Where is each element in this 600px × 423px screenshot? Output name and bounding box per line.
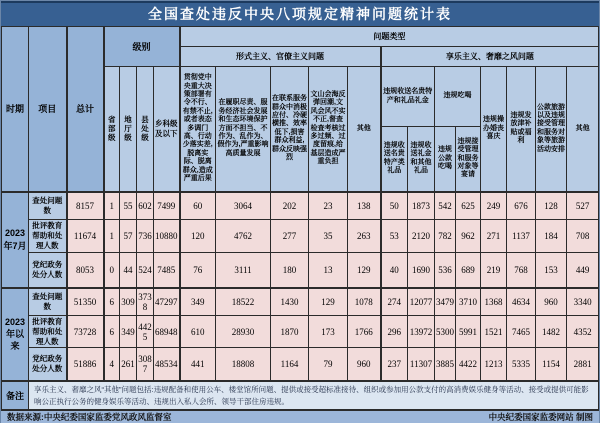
value-cell: 263 — [348, 220, 381, 253]
value-cell: 1 — [104, 192, 120, 220]
value-cell: 128 — [536, 192, 567, 220]
col-header-item: 项目 — [29, 27, 67, 192]
value-cell: 13972 — [408, 316, 435, 348]
value-cell: 1368 — [481, 288, 507, 316]
value-cell: 129 — [348, 253, 381, 288]
value-cell: 1870 — [271, 316, 309, 348]
footer-bar — [1, 410, 599, 423]
value-cell: 4762 — [216, 220, 271, 253]
value-cell: 1078 — [348, 288, 381, 316]
value-cell: 202 — [271, 192, 309, 220]
value-cell: 23 — [309, 192, 348, 220]
credit-text: 中央纪委国家监委网站 制图 — [488, 412, 593, 423]
value-cell: 3738 — [137, 288, 154, 316]
item-cell: 批评教育帮助和处理人数 — [29, 316, 67, 348]
value-cell: 2120 — [408, 220, 435, 253]
col-header-hedonism-other: 其他 — [567, 67, 599, 192]
value-cell: 219 — [481, 253, 507, 288]
value-cell: 689 — [456, 253, 481, 288]
value-cell: 138 — [348, 192, 381, 220]
value-cell: 1521 — [481, 316, 507, 348]
value-cell: 768 — [507, 253, 536, 288]
col-header-dining-banquets: 违规接受管理和服务对象等宴请 — [456, 127, 481, 192]
col-header-formalism-3: 在联系服务群众中消极应付、冷硬横推、效率低下,损害群众利益,群众反映强烈 — [271, 67, 309, 192]
value-cell: 35 — [309, 220, 348, 253]
value-cell: 13 — [309, 253, 348, 288]
value-cell: 50 — [381, 192, 408, 220]
value-cell: 1690 — [408, 253, 435, 288]
remark-label: 备注 — [2, 381, 29, 410]
col-header-total: 总计 — [67, 27, 104, 192]
value-cell: 349 — [120, 316, 137, 348]
item-cell: 党纪政务处分人数 — [29, 348, 67, 381]
value-cell: 3064 — [216, 192, 271, 220]
value-cell: 602 — [137, 192, 154, 220]
col-header-formalism-group: 形式主义、官僚主义问题 — [180, 47, 381, 67]
value-cell: 960 — [348, 348, 381, 381]
col-header-gifts-specialty: 违规收送名贵特产类礼品 — [381, 127, 408, 192]
value-cell: 53 — [381, 220, 408, 253]
value-cell: 449 — [567, 253, 599, 288]
col-header-level-county: 县处级 — [137, 67, 154, 192]
value-cell: 7465 — [507, 316, 536, 348]
value-cell: 184 — [536, 220, 567, 253]
value-cell: 40 — [381, 253, 408, 288]
value-cell: 55 — [120, 192, 137, 220]
value-cell: 524 — [137, 253, 154, 288]
value-cell: 180 — [271, 253, 309, 288]
value-cell: 1164 — [271, 348, 309, 381]
value-cell: 237 — [381, 348, 408, 381]
value-cell: 1430 — [271, 288, 309, 316]
value-cell: 736 — [137, 220, 154, 253]
value-cell: 1873 — [408, 192, 435, 220]
col-header-problem-type: 问题类型 — [180, 27, 599, 47]
item-cell: 查处问题数 — [29, 288, 67, 316]
value-cell: 48534 — [154, 348, 180, 381]
col-header-formalism-1: 贯彻党中央重大决策部署有令不行、有禁不止,或者表态多调门高、行动少落实差,脱离实际、脱离群众,造成严重后果 — [180, 67, 216, 192]
page-title: 全国查处违反中央八项规定精神问题统计表 — [1, 1, 599, 26]
value-cell: 3479 — [435, 288, 456, 316]
col-header-formalism-4: 文山会海反弹回潮,文风会风不实不正,督查检查考核过多过频、过度留痕,给基层造成严重负担 — [309, 67, 348, 192]
value-cell: 536 — [435, 253, 456, 288]
value-cell: 349 — [180, 288, 216, 316]
item-cell: 党纪政务处分人数 — [29, 253, 67, 288]
statistics-table — [1, 26, 599, 410]
value-cell: 4 — [104, 348, 120, 381]
value-cell: 2881 — [567, 348, 599, 381]
value-cell: 18808 — [216, 348, 271, 381]
period-cell: 2023年7月 — [2, 192, 29, 288]
value-cell: 3885 — [435, 348, 456, 381]
col-header-dining-group: 违规吃喝 — [435, 67, 481, 127]
value-cell: 8053 — [67, 253, 104, 288]
value-cell: 7485 — [154, 253, 180, 288]
value-cell: 4422 — [456, 348, 481, 381]
value-cell: 1213 — [481, 348, 507, 381]
value-cell: 3111 — [216, 253, 271, 288]
value-cell: 10880 — [154, 220, 180, 253]
col-header-level-group: 级别 — [104, 27, 180, 67]
value-cell: 3340 — [567, 288, 599, 316]
value-cell: 68948 — [154, 316, 180, 348]
value-cell: 960 — [536, 288, 567, 316]
value-cell: 11307 — [408, 348, 435, 381]
remark-text: 享乐主义、奢靡之风“其他”问题包括:违规配备和使用公车、楼堂馆所问题、提供或接受超标准接待、组织或参加用公款支付的高消费娱乐健身等活动、接受或提供可能影响公正执行公务的健身娱乐等活动、违规出入私人会所、领导干部住房违规。 — [29, 381, 599, 410]
value-cell: 1 — [104, 220, 120, 253]
value-cell: 782 — [435, 220, 456, 253]
value-cell: 28930 — [216, 316, 271, 348]
value-cell: 271 — [481, 220, 507, 253]
value-cell: 5991 — [456, 316, 481, 348]
value-cell: 79 — [309, 348, 348, 381]
value-cell: 527 — [567, 192, 599, 220]
value-cell: 3087 — [137, 348, 154, 381]
value-cell: 44 — [120, 253, 137, 288]
col-header-formalism-2: 在履职尽责、服务经济社会发展和生态环境保护方面不担当、不作为、乱作为、假作为,严重影响高质量发展 — [216, 67, 271, 192]
value-cell: 11674 — [67, 220, 104, 253]
value-cell: 1766 — [348, 316, 381, 348]
col-header-weddings-funerals: 违规操办婚丧喜庆 — [481, 67, 507, 192]
col-header-public-funded-travel: 公款旅游以及违规接受管理和服务对象等旅游活动安排 — [536, 67, 567, 192]
value-cell: 3710 — [456, 288, 481, 316]
col-header-hedonism-group: 享乐主义、奢靡之风问题 — [381, 47, 599, 67]
value-cell: 60 — [180, 192, 216, 220]
value-cell: 625 — [456, 192, 481, 220]
value-cell: 6 — [104, 316, 120, 348]
value-cell: 1137 — [507, 220, 536, 253]
value-cell: 296 — [381, 316, 408, 348]
col-header-dining-public-funds: 违规公款吃喝 — [435, 127, 456, 192]
value-cell: 676 — [507, 192, 536, 220]
value-cell: 51886 — [67, 348, 104, 381]
value-cell: 120 — [180, 220, 216, 253]
value-cell: 0 — [104, 253, 120, 288]
value-cell: 274 — [381, 288, 408, 316]
value-cell: 277 — [271, 220, 309, 253]
value-cell: 4634 — [507, 288, 536, 316]
col-header-period: 时期 — [2, 27, 29, 192]
value-cell: 76 — [180, 253, 216, 288]
value-cell: 12077 — [408, 288, 435, 316]
value-cell: 18522 — [216, 288, 271, 316]
value-cell: 261 — [120, 348, 137, 381]
value-cell: 1154 — [536, 348, 567, 381]
item-cell: 批评教育帮助和处理人数 — [29, 220, 67, 253]
value-cell: 309 — [120, 288, 137, 316]
col-header-allowances: 违规发放津补贴或福利 — [507, 67, 536, 192]
col-header-level-prefecture: 地厅级 — [120, 67, 137, 192]
value-cell: 6 — [104, 288, 120, 316]
value-cell: 129 — [309, 288, 348, 316]
value-cell: 610 — [180, 316, 216, 348]
col-header-level-township: 乡科级及以下 — [154, 67, 180, 192]
value-cell: 4352 — [567, 316, 599, 348]
value-cell: 173 — [309, 316, 348, 348]
period-cell: 2023年以来 — [2, 288, 29, 381]
value-cell: 5300 — [435, 316, 456, 348]
value-cell: 441 — [180, 348, 216, 381]
item-cell: 查处问题数 — [29, 192, 67, 220]
value-cell: 5335 — [507, 348, 536, 381]
value-cell: 1482 — [536, 316, 567, 348]
value-cell: 47297 — [154, 288, 180, 316]
value-cell: 153 — [536, 253, 567, 288]
value-cell: 73728 — [67, 316, 104, 348]
col-header-gifts-cash: 违规收送礼金和其他礼品 — [408, 127, 435, 192]
value-cell: 249 — [481, 192, 507, 220]
col-header-formalism-other: 其他 — [348, 67, 381, 192]
value-cell: 542 — [435, 192, 456, 220]
value-cell: 4425 — [137, 316, 154, 348]
value-cell: 962 — [456, 220, 481, 253]
value-cell: 8157 — [67, 192, 104, 220]
value-cell: 708 — [567, 220, 599, 253]
value-cell: 51350 — [67, 288, 104, 316]
col-header-gifts-group: 违规收送名贵特产和礼品礼金 — [381, 67, 435, 127]
data-source-text: 数据来源:中央纪委国家监委党风政风监督室 — [7, 412, 172, 423]
value-cell: 7499 — [154, 192, 180, 220]
col-header-level-province: 省部级 — [104, 67, 120, 192]
value-cell: 57 — [120, 220, 137, 253]
